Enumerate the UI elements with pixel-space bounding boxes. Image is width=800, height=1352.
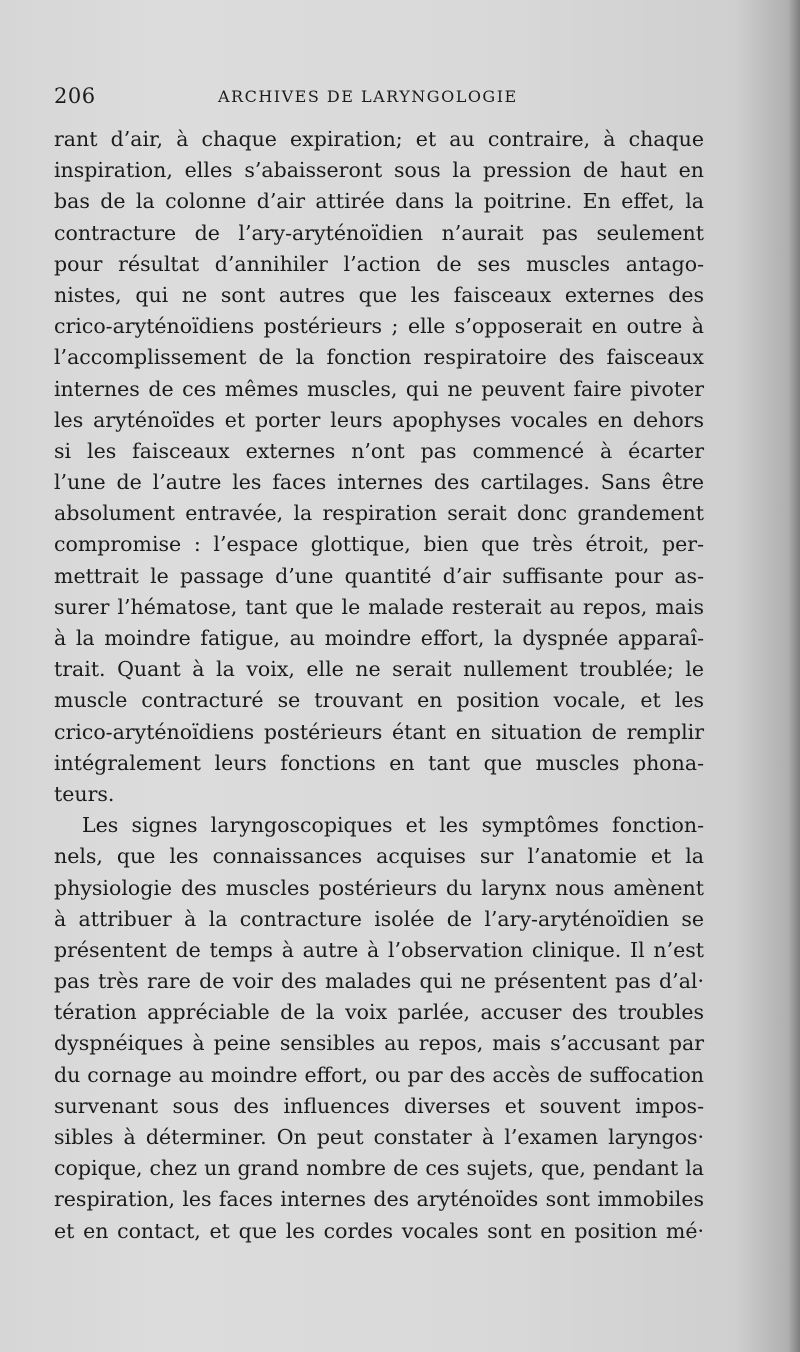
text-line: contracture de l’ary-aryténoïdien n’aurait pas seulement: [54, 220, 704, 245]
text-line: muscle contracturé se trouvant en position vocale, et les: [54, 688, 704, 713]
running-title: ARCHIVES DE LARYNGOLOGIE: [218, 87, 518, 106]
text-line: compromise : l’espace glottique, bien que très étroit, per-: [54, 532, 704, 557]
text-line: trait. Quant à la voix, elle ne serait nullement troublée; le: [54, 657, 704, 682]
text-line: et en contact, et que les cordes vocales sont en position mé·: [54, 1218, 704, 1243]
body-text: [54, 124, 704, 1247]
text-line: crico-aryténoïdiens postérieurs ; elle s’opposerait en outre à: [54, 314, 704, 339]
text-line: du cornage au moindre effort, ou par des accès de suffocation: [54, 1062, 704, 1087]
page-edge-shadow: [788, 0, 800, 1352]
text-line: présentent de temps à autre à l’observation clinique. Il n’est: [54, 937, 704, 962]
text-line: nels, que les connaissances acquises sur l’anatomie et la: [54, 844, 704, 869]
text-line: survenant sous des influences diverses et souvent impos-: [54, 1093, 704, 1118]
text-line: pas très rare de voir des malades qui ne présentent pas d’al·: [54, 969, 704, 994]
text-line: à attribuer à la contracture isolée de l’ary-aryténoïdien se: [54, 906, 704, 931]
text-line: mettrait le passage d’une quantité d’air suffisante pour as-: [54, 563, 704, 588]
text-line: nistes, qui ne sont autres que les faisceaux externes des: [54, 282, 704, 307]
text-line: si les faisceaux externes n’ont pas commencé à écarter: [54, 438, 704, 463]
paragraph: [54, 810, 704, 1247]
text-line: pour résultat d’annihiler l’action de ses muscles antago-: [54, 251, 704, 276]
text-line: teurs.: [54, 781, 115, 806]
page-header: [54, 84, 704, 114]
text-line: bas de la colonne d’air attirée dans la poitrine. En effet, la: [54, 189, 704, 214]
text-line: crico-aryténoïdiens postérieurs étant en situation de remplir: [54, 719, 704, 744]
text-line: internes de ces mêmes muscles, qui ne peuvent faire pivoter: [54, 376, 704, 401]
text-line: surer l’hématose, tant que le malade resterait au repos, mais: [54, 594, 704, 619]
text-line: tération appréciable de la voix parlée, accuser des troubles: [54, 1000, 704, 1025]
text-line: inspiration, elles s’abaisseront sous la pression de haut en: [54, 158, 704, 183]
text-line: intégralement leurs fonctions en tant que muscles phona-: [54, 750, 704, 775]
page-number: 206: [54, 84, 96, 108]
paragraph: [54, 124, 704, 810]
text-line: l’accomplissement de la fonction respiratoire des faisceaux: [54, 345, 704, 370]
text-line: les aryténoïdes et porter leurs apophyses vocales en dehors: [54, 407, 704, 432]
text-line: physiologie des muscles postérieurs du larynx nous amènent: [54, 875, 704, 900]
text-line: sibles à déterminer. On peut constater à l’examen laryngos·: [54, 1125, 704, 1149]
text-line: Les signes laryngoscopiques et les symptômes fonction-: [82, 813, 704, 838]
text-line: l’une de l’autre les faces internes des cartilages. Sans être: [54, 470, 704, 495]
text-line: respiration, les faces internes des aryténoïdes sont immobiles: [54, 1187, 704, 1212]
text-line: absolument entravée, la respiration serait donc grandement: [54, 501, 704, 526]
text-line: rant d’air, à chaque expiration; et au contraire, à chaque: [54, 127, 704, 151]
text-line: copique, chez un grand nombre de ces sujets, que, pendant la: [54, 1156, 704, 1181]
text-line: dyspnéiques à peine sensibles au repos, mais s’accusant par: [54, 1031, 704, 1056]
text-line: à la moindre fatigue, au moindre effort, la dyspnée apparaî-: [54, 626, 704, 650]
